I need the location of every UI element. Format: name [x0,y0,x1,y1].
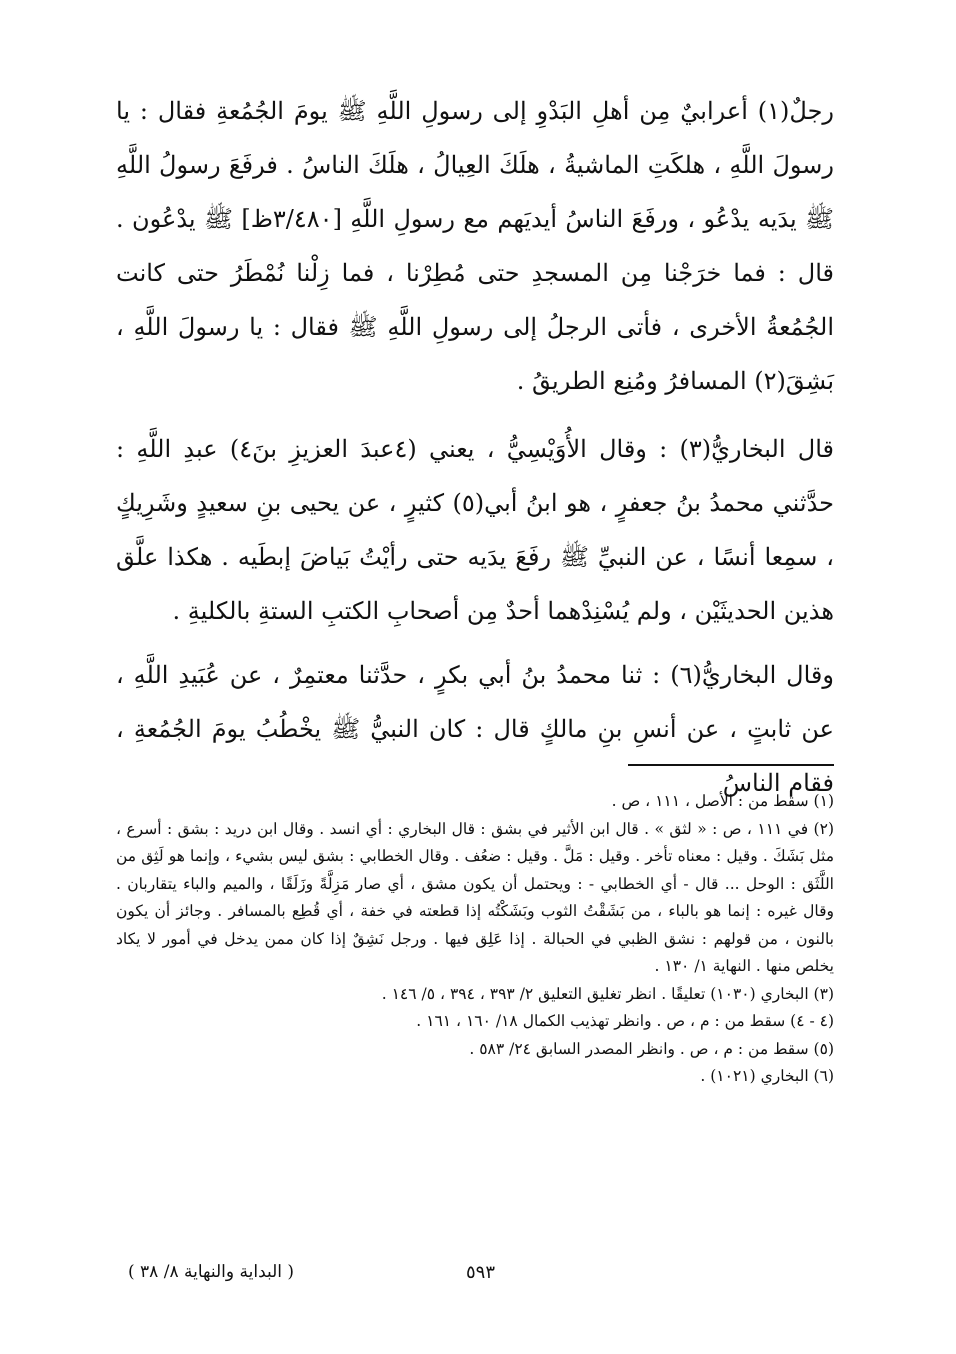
footnote-1: (١) سقط من : الأصل ، ١١١ ، ص . [611,792,834,810]
footnote-3: (٣) البخاري (١٠٣٠) تعليقًا . انظر تغليق التعليق ٢/ ٣٩٣ ، ٣٩٤ ، ٥/ ١٤٦ . [381,984,834,1003]
footnote-5: (٥) سقط من : م ، ص . وانظر المصدر السابق ٢٤/ ٥٨٣ . [469,1039,834,1058]
page-number: ٥٩٣ [466,1262,496,1283]
paragraph-1: رجلٌ(١) أعرابيٌ مِن أهلِ البَدْوِ إلى رسولِ اللَّهِ ﷺ يومَ الجُمُعةِ فقال : يا رسولَ اللَّهِ ، هلكَتِ الماشيةُ ، هلَكَ العِيالُ ، هلَكَ الناسُ . فرفَعَ رسولُ اللَّهِ ﷺ يدَيه يدْعُو ، ورفَعَ الناسُ أيديَهم مع رسولِ اللَّهِ [٣/٤٨٠ظ] ﷺ يدْعُون . قال : فما خرَجْنا مِن المسجدِ حتى مُطِرْنا ، فما زِلْنا نُمْطَرُ حتى كانت الجُمُعةُ الأخرى ، فأتى الرجلُ إلى رسولِ اللَّهِ ﷺ فقال : يا رسولَ اللَّهِ ، بَشِقَ(٢) المسافرُ ومُنِع الطريقُ . [116,97,835,395]
paragraph-3: وقال البخاريُّ(٦) : ثنا محمدُ بنُ أبي بكرٍ ، حدَّثنا معتمِرٌ ، عن عُبَيدِ اللَّهِ ، عن ثابتٍ ، عن أنسِ بنِ مالكٍ قال : كان النبيُّ ﷺ يخْطُبُ يومَ الجُمُعةِ ، فقام الناسُ [116,661,835,797]
main-text [116,84,834,810]
footnote-4: (٤ - ٤) سقط من : م ، ص . وانظر تهذيب الكمال ١٨/ ١٦٠ ، ١٦١ . [416,1012,834,1030]
footnote-6: (٦) البخاري (١٠٢١) . [700,1067,834,1085]
paragraph-2: قال البخاريُّ(٣) : وقال الأُوَيْسِيُّ ، يعني (٤عبدَ العزيزِ بنَ٤) عبدِ اللَّهِ : حدَّثني محمدُ بنُ جعفرٍ ، هو ابنُ أبي(٥) كثيرٍ ، عن يحيى بنِ سعيدٍ وشَرِيكٍ ، سمِعا أنسًا ، عن النبيِّ ﷺ رفَعَ يدَيه حتى رأيْتُ بَياضَ إبطَيه . هكذا علَّق هذين الحديثَيْن ، ولم يُسْنِدْهما أحدٌ مِن أصحابِ الكتبِ الستةِ بالكليةِ . [116,435,835,625]
page-footer [0,1262,956,1292]
footnote-2: (٢) في ١١١ ، ص : « لثق » . قال ابن الأثير في بشق : قال البخاري : أي انسد . وقال ابن دريد : بشق : أسرع ، مثل بَشَكَ . وقيل : معناه تأخر . وقيل : مَلَّ . وقيل : ضعُف . وقال الخطابي : بشق ليس بشيء ، وإنما هو لَثِق من اللَّثَق : الوحل ... قال - أي الخطابي - : ويحتمل أن يكون مشق ، أي صار مَزِلَّةً وزَلَقًا ، والميم والباء يتقاربان . وقال غيره : إنما هو بالباء ، من بَشَقْتُ الثوب وبَشَكْتُه إذا قطعته في خفة ، أي قُطِع بالمسافر . وجائز أن يكون بالنون ، من قولهم : نشق الظبي في الحبالة . إذا عَلِق فيها . ورجل نَشِقٌ إذا كان ممن يدخل في أمور لا يكاد يخلص منها . النهاية ١/ ١٣٠ . [116,819,834,975]
footnotes-section [116,788,834,1091]
footnote-separator [628,764,834,766]
running-title: ( البداية والنهاية ٨/ ٣٨ ) [128,1262,295,1282]
